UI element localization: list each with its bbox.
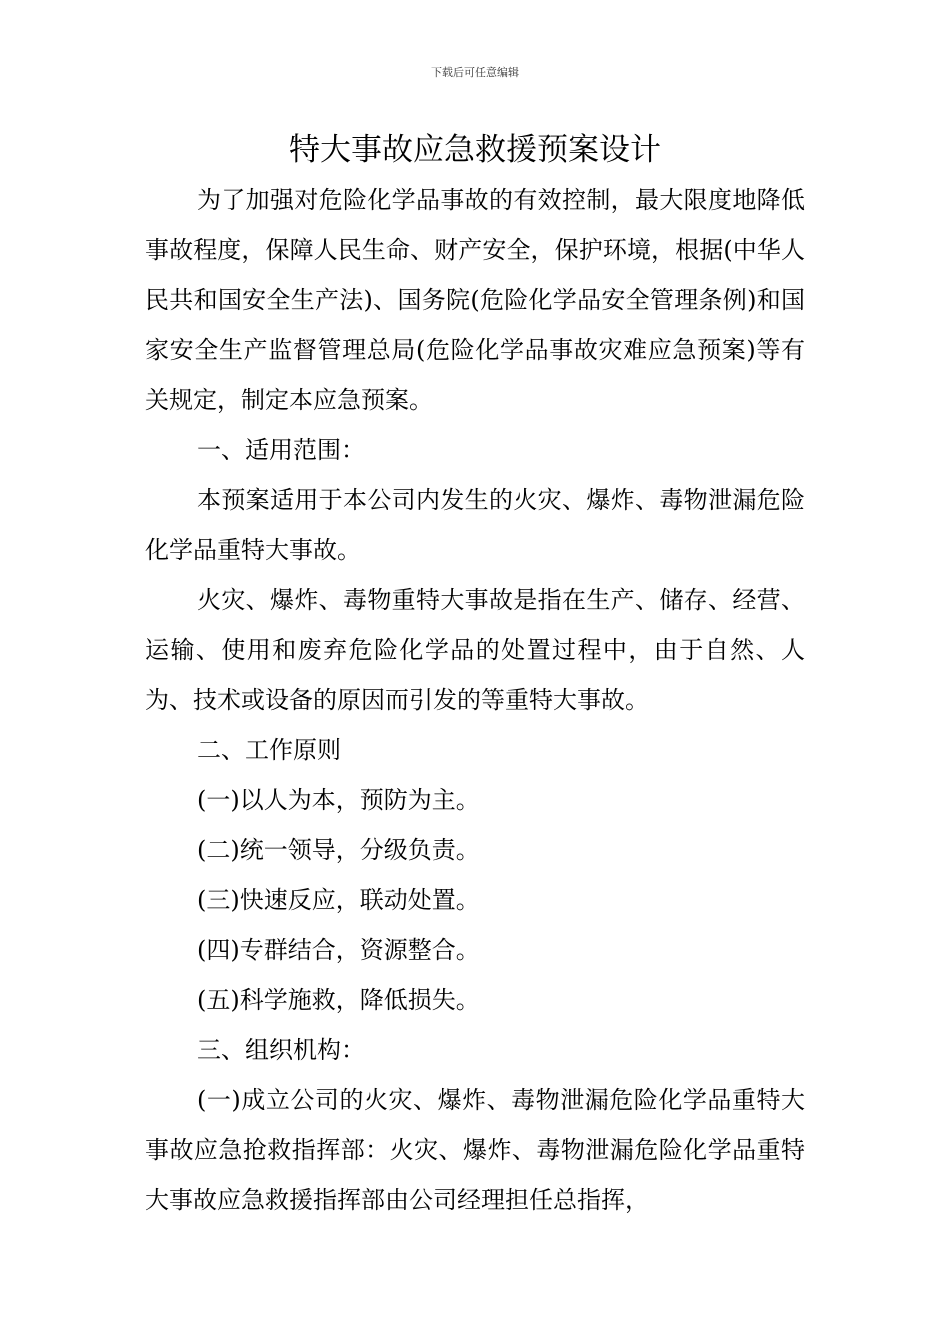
paragraph-organization: (一)成立公司的火灾、爆炸、毒物泄漏危险化学品重特大事故应急抢救指挥部：火灾、爆炸、毒物泄漏危险化学品重特大事故应急救援指挥部由公司经理担任总指挥， xyxy=(145,1086,805,1214)
paragraph-definition: 火灾、爆炸、毒物重特大事故是指在生产、储存、经营、运输、使用和废弃危险化学品的处置过程中，由于自然、人为、技术或设备的原因而引发的等重特大事故。 xyxy=(145,586,805,714)
header-note: 下载后可任意编辑 xyxy=(431,66,519,79)
principle-item: (二)统一领导，分级负责。 xyxy=(197,836,480,864)
section-heading-principles: 二、工作原则 xyxy=(197,736,341,764)
principle-item: (四)专群结合，资源整合。 xyxy=(197,936,480,964)
principle-item: (一)以人为本，预防为主。 xyxy=(197,786,480,814)
principle-item: (三)快速反应，联动处置。 xyxy=(197,886,480,914)
principle-item: (五)科学施救，降低损失。 xyxy=(197,986,480,1014)
paragraph-intro: 为了加强对危险化学品事故的有效控制，最大限度地降低事故程度，保障人民生命、财产安全，保护环境，根据(中华人民共和国安全生产法)、国务院(危险化学品安全管理条例)和国家安全生产监督管理总局(危险化学品事故灾难应急预案)等有关规定，制定本应急预案。 xyxy=(145,186,805,414)
paragraph-scope: 本预案适用于本公司内发生的火灾、爆炸、毒物泄漏危险化学品重特大事故。 xyxy=(145,486,805,564)
section-heading-scope: 一、适用范围： xyxy=(197,436,365,464)
document-title: 特大事故应急救援预案设计 xyxy=(289,132,661,168)
section-heading-organization: 三、组织机构： xyxy=(197,1036,365,1064)
document-body xyxy=(145,175,805,1225)
